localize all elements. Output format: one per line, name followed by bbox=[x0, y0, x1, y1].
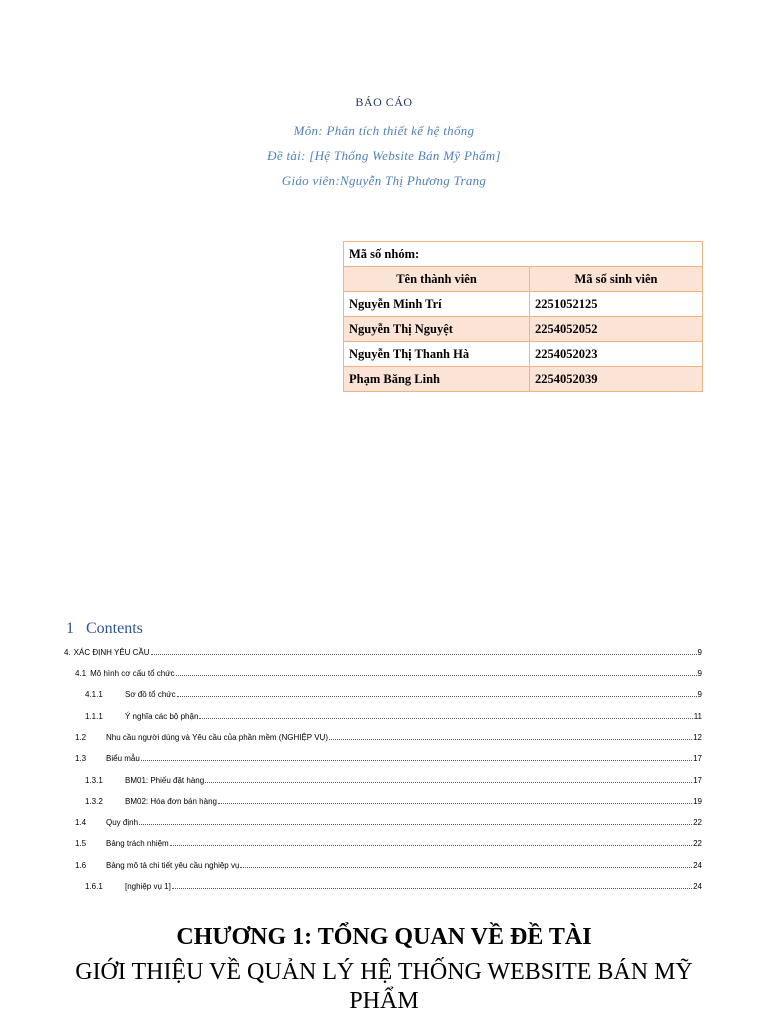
chapter-title: CHƯƠNG 1: TỔNG QUAN VỀ ĐỀ TÀI bbox=[176, 924, 592, 950]
toc-page: 17 bbox=[693, 754, 702, 763]
toc-number: 1.6.1 bbox=[85, 882, 103, 891]
toc-page: 19 bbox=[693, 797, 702, 806]
member-id: 2251052125 bbox=[530, 292, 703, 317]
toc-entry[interactable] bbox=[64, 879, 702, 891]
toc-leader bbox=[240, 866, 692, 868]
toc-number: 1.3.1 bbox=[85, 776, 103, 785]
table-row bbox=[344, 292, 703, 317]
toc-page: 22 bbox=[693, 818, 702, 827]
toc-page: 11 bbox=[693, 712, 702, 721]
toc-title: XÁC ĐỊNH YÊU CẦU bbox=[73, 648, 150, 657]
toc-number: 4.1.1 bbox=[85, 690, 103, 699]
toc-leader bbox=[170, 844, 692, 846]
contents-heading-text: Contents bbox=[86, 620, 143, 637]
toc-number: 1.5 bbox=[75, 839, 87, 848]
toc-title: Biểu mẫu bbox=[106, 754, 140, 763]
toc-leader bbox=[139, 823, 692, 825]
member-id: 2254052052 bbox=[530, 317, 703, 342]
col-header-name: Tên thành viên bbox=[344, 267, 530, 292]
member-id: 2254052023 bbox=[530, 342, 703, 367]
toc-entry[interactable] bbox=[64, 815, 702, 827]
toc-page: 9 bbox=[697, 669, 702, 678]
toc-entry[interactable] bbox=[64, 687, 702, 699]
toc-entry[interactable] bbox=[64, 836, 702, 848]
toc-leader bbox=[151, 653, 697, 655]
toc-leader bbox=[141, 759, 692, 761]
toc-entry[interactable] bbox=[64, 709, 702, 721]
toc-entry[interactable] bbox=[64, 730, 702, 742]
toc-page: 24 bbox=[693, 861, 702, 870]
toc-number: 1.3.2 bbox=[85, 797, 103, 806]
table-header-row bbox=[344, 267, 703, 292]
toc-leader bbox=[218, 802, 692, 804]
toc-entry[interactable] bbox=[64, 666, 702, 678]
toc-number: 4. bbox=[64, 648, 71, 657]
group-row bbox=[344, 242, 703, 267]
toc-title: Mô hình cơ cấu tổ chức bbox=[90, 669, 175, 678]
toc-page: 9 bbox=[697, 648, 702, 657]
table-row bbox=[344, 342, 703, 367]
member-name: Nguyễn Minh Trí bbox=[344, 292, 530, 317]
toc-entry[interactable] bbox=[64, 773, 702, 785]
teacher-line: Giáo viên:Nguyễn Thị Phương Trang bbox=[281, 173, 487, 188]
toc-entry[interactable] bbox=[64, 794, 702, 806]
contents-heading-number: 1 bbox=[66, 620, 74, 637]
group-label: Mã số nhóm: bbox=[344, 242, 703, 267]
toc-leader bbox=[199, 717, 692, 719]
report-title: BÁO CÁO bbox=[355, 95, 413, 109]
toc-leader bbox=[177, 695, 697, 697]
toc-leader bbox=[176, 674, 697, 676]
toc-entry[interactable] bbox=[64, 751, 702, 763]
table-row bbox=[344, 317, 703, 342]
toc-leader bbox=[205, 781, 692, 783]
contents-heading bbox=[66, 620, 143, 638]
member-name: Nguyễn Thị Nguyệt bbox=[344, 317, 530, 342]
toc-entry[interactable] bbox=[64, 858, 702, 870]
toc-page: 22 bbox=[693, 839, 702, 848]
col-header-id: Mã số sinh viên bbox=[530, 267, 703, 292]
toc-number: 1.6 bbox=[75, 861, 87, 870]
topic-line: Đề tài: [Hệ Thống Website Bán Mỹ Phẩm] bbox=[267, 148, 501, 163]
toc-page: 17 bbox=[693, 776, 702, 785]
toc-title: Sơ đồ tổ chức bbox=[125, 690, 176, 699]
member-id: 2254052039 bbox=[530, 367, 703, 392]
toc-number: 1.2 bbox=[75, 733, 87, 742]
subject-line: Môn: Phân tích thiết kế hệ thống bbox=[293, 123, 475, 138]
toc-title: Ý nghĩa các bộ phận bbox=[125, 712, 199, 721]
toc-title: BM01: Phiếu đặt hàng bbox=[125, 776, 205, 785]
toc-number: 4.1 bbox=[75, 669, 87, 678]
toc-title: BM02: Hóa đơn bán hàng bbox=[125, 797, 217, 806]
toc-page: 9 bbox=[697, 690, 702, 699]
toc-entry[interactable] bbox=[64, 645, 702, 657]
toc-title: Bảng mô tả chi tiết yêu cầu nghiệp vụ bbox=[106, 861, 240, 870]
toc-page: 12 bbox=[693, 733, 702, 742]
toc-number: 1.1.1 bbox=[85, 712, 103, 721]
toc-title: Nhu cầu người dùng và Yêu cầu của phần mềm (NGHIỆP VỤ) bbox=[106, 733, 328, 742]
toc-title: Quy định bbox=[106, 818, 139, 827]
member-name: Phạm Băng Linh bbox=[344, 367, 530, 392]
member-name: Nguyễn Thị Thanh Hà bbox=[344, 342, 530, 367]
toc-title: [nghiệp vụ 1] bbox=[125, 882, 171, 891]
toc-number: 1.4 bbox=[75, 818, 87, 827]
chapter-subtitle: GIỚI THIỆU VỀ QUẢN LÝ HỆ THỐNG WEBSITE BÁN MỸ PHẨM bbox=[75, 959, 693, 1014]
toc-page: 24 bbox=[693, 882, 702, 891]
toc-number: 1.3 bbox=[75, 754, 87, 763]
toc-leader bbox=[329, 738, 692, 740]
toc-title: Bảng trách nhiệm bbox=[106, 839, 169, 848]
member-table bbox=[343, 241, 703, 392]
toc-leader bbox=[172, 887, 692, 889]
table-row bbox=[344, 367, 703, 392]
